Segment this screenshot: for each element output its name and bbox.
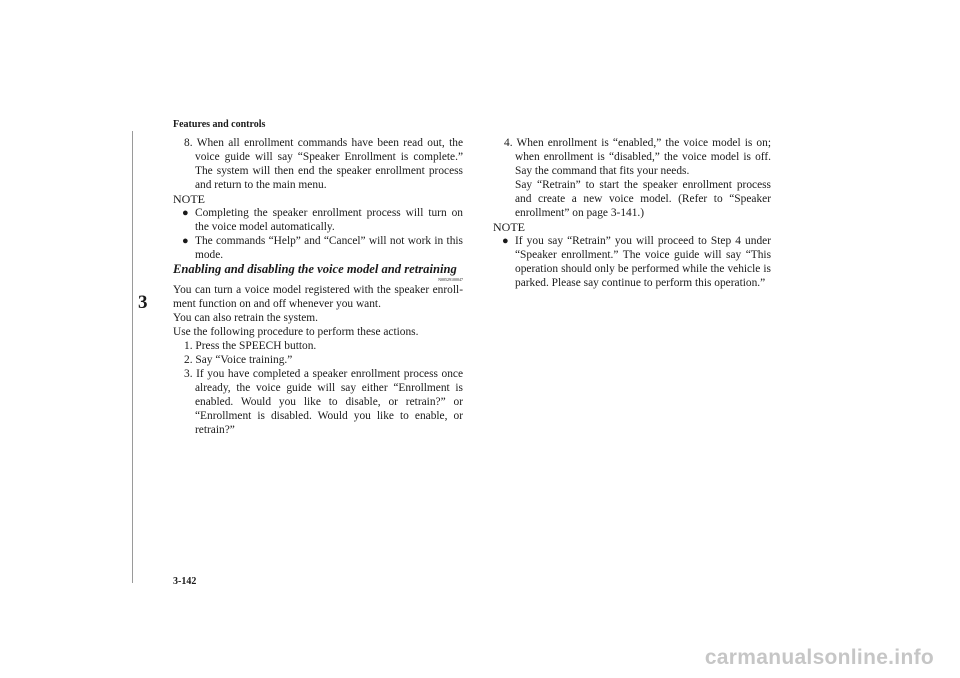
bullet-icon: ● (182, 207, 189, 219)
paragraph: You can also retrain the system. (173, 312, 318, 324)
step-1: 1. Press the SPEECH button. (184, 340, 317, 352)
step-8: 8. When all enrollment commands have been read out, the voice guide will say “Speaker Enrollment is complete.” The system will then end the speaker enrollment process and return to the main menu. (184, 137, 463, 191)
note-label: NOTE (493, 220, 525, 234)
section-heading: Enabling and disabling the voice model and retraining (173, 262, 457, 276)
left-column (173, 136, 463, 437)
right-column (493, 136, 771, 290)
step-4: 4. When enrollment is “enabled,” the voice model is on; when enrollment is “disabled,” the voice model is off. Say the command that fits your needs. (504, 137, 771, 177)
reference-code: N00529100047 (438, 277, 463, 282)
note-item (173, 234, 463, 262)
step-4-continued: Say “Retrain” to start the speaker enrollment process and create a new voice model. (Refer to “Speaker enrollment” on page 3-141.) (515, 179, 771, 219)
paragraph: You can turn a voice model registered with the speaker enroll-ment function on and off whenever you want. (173, 284, 463, 310)
note-label: NOTE (173, 192, 205, 206)
paragraph: Use the following procedure to perform these actions. (173, 326, 419, 338)
step-3: 3. If you have completed a speaker enrollment process once already, the voice guide will say either “Enrollment is enabled. Would you like to disable, or retrain?” or “Enrollment is disabled. Would you like to enable, or retrain?” (184, 368, 463, 436)
chapter-divider (132, 131, 133, 583)
page-number: 3-142 (173, 576, 197, 587)
chapter-tab: 3 (138, 292, 148, 313)
section-header: Features and controls (173, 119, 266, 130)
watermark: carmanualsonline.info (704, 646, 934, 669)
note-item (173, 206, 463, 234)
bullet-icon: ● (182, 235, 189, 247)
note-item-text: Completing the speaker enrollment process will turn on the voice model automatically. (195, 207, 463, 233)
bullet-icon: ● (502, 235, 509, 247)
step-2: 2. Say “Voice training.” (184, 354, 293, 366)
note-item (493, 234, 771, 290)
note-item-text: The commands “Help” and “Cancel” will not work in this mode. (195, 235, 463, 261)
note-item-text: If you say “Retrain” you will proceed to Step 4 under “Speaker enrollment.” The voice guide will say “This operation should only be performed while the vehicle is parked. Please say continue to perform this operation.” (515, 235, 771, 289)
